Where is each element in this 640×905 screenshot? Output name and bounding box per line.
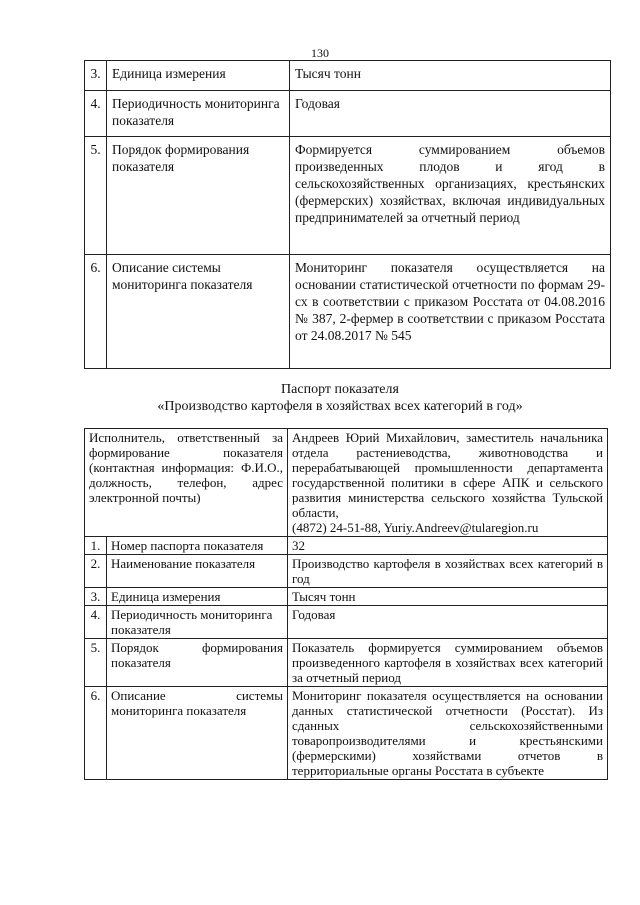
table-row [85, 639, 608, 687]
indicator-passport-table [84, 428, 608, 780]
table-row [85, 555, 608, 588]
row-label: Номер паспорта показателя [107, 537, 288, 555]
row-value: Мониторинг показателя осуществляется на основании статистической отчетности по формам 29-сх в соответствии с приказом Росстата от 04.08.2016 № 387, 2-фермер в соответствии с приказом Росстата от 24.08.2017 № 545 [290, 255, 611, 369]
table-row [85, 606, 608, 639]
table-row [85, 91, 611, 137]
table-row [85, 537, 608, 555]
row-label: Описание системы мониторинга показателя [107, 255, 290, 369]
row-label: Порядок формирования показателя [107, 639, 288, 687]
table-row [85, 687, 608, 780]
table-row [85, 588, 608, 606]
passport-heading [60, 381, 620, 415]
row-value: Формируется суммированием объемов произведенных плодов и ягод в сельскохозяйственных организациях, крестьянских (фермерских) хозяйствах, включая индивидуальных предпринимателей за отчетный период [290, 137, 611, 255]
table-row [85, 137, 611, 255]
row-number: 6. [85, 687, 107, 780]
row-value: Мониторинг показателя осуществляется на основании данных статистической отчетности (Росстат). Из сданных сельскохозяйственными товаропроизводителями и крестьянскими (фермерскими) хозяйствами отчетов в территориальные органы Росстата в субъекте [288, 687, 608, 780]
row-label: Описание системы мониторинга показателя [107, 687, 288, 780]
row-label: Периодичность мониторинга показателя [107, 606, 288, 639]
row-value: Годовая [290, 91, 611, 137]
row-value: Показатель формируется суммированием объемов произведенного картофеля в хозяйствах всех категорий за отчетный период [288, 639, 608, 687]
row-number: 6. [85, 255, 107, 369]
executor-label: Исполнитель, ответственный за формирование показателя (контактная информация: Ф.И.О., должность, телефон, адрес электронной почты) [85, 429, 288, 537]
row-value: Тысяч тонн [290, 61, 611, 91]
row-value: Тысяч тонн [288, 588, 608, 606]
row-number: 3. [85, 588, 107, 606]
row-value: Годовая [288, 606, 608, 639]
row-label: Наименование показателя [107, 555, 288, 588]
table-row [85, 429, 608, 537]
row-label: Единица измерения [107, 588, 288, 606]
page-number: 130 [311, 46, 329, 60]
row-number: 3. [85, 61, 107, 91]
executor-contact: (4872) 24-51-88, Yuriy.Andreev@tularegion.ru [292, 520, 539, 535]
executor-value: Андреев Юрий Михайлович, заместитель начальника отдела растениеводства, животноводства и перерабатывающей промышленности департамента государственной политики в сфере АПК и сельского развития министерства сельского хозяйства Тульской области, [292, 430, 603, 520]
row-label: Периодичность мониторинга показателя [107, 91, 290, 137]
row-number: 5. [85, 137, 107, 255]
row-number: 4. [85, 91, 107, 137]
row-number: 4. [85, 606, 107, 639]
table-row [85, 255, 611, 369]
indicator-table-continued [84, 60, 611, 369]
row-label: Порядок формирования показателя [107, 137, 290, 255]
row-label: Единица измерения [107, 61, 290, 91]
row-number: 1. [85, 537, 107, 555]
row-value: Производство картофеля в хозяйствах всех категорий в год [288, 555, 608, 588]
table-row [85, 61, 611, 91]
executor-cell [288, 429, 608, 537]
passport-title: Паспорт показателя [281, 382, 399, 397]
row-value: 32 [288, 537, 608, 555]
row-number: 5. [85, 639, 107, 687]
row-number: 2. [85, 555, 107, 588]
passport-subtitle: «Производство картофеля в хозяйствах всех категорий в год» [157, 399, 523, 414]
